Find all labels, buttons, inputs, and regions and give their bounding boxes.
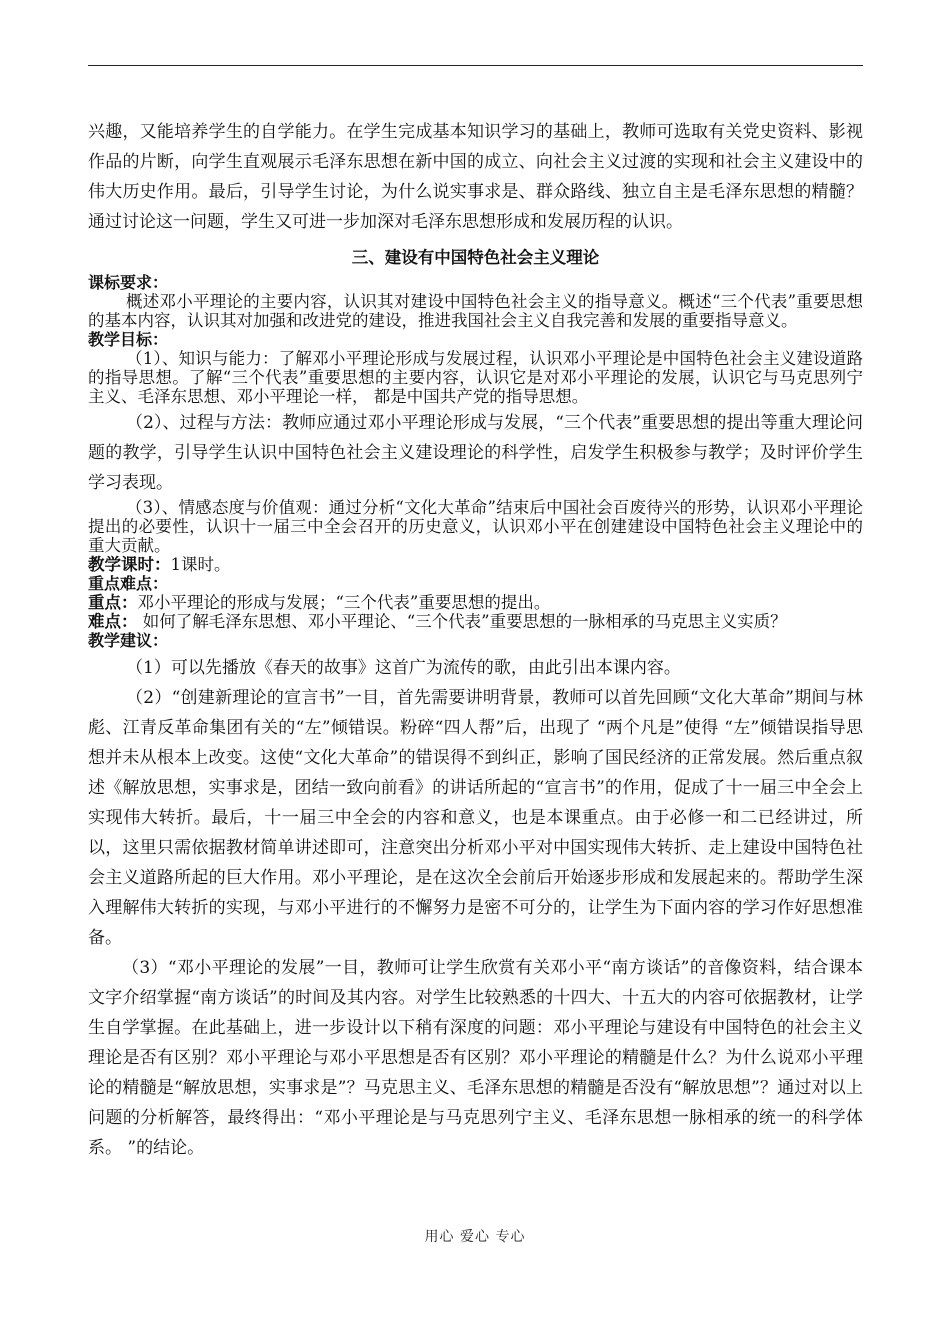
difficulty-label: 难点： xyxy=(88,612,138,631)
focus-label: 重点： xyxy=(88,593,138,612)
suggestion-item-2: （2）“创建新理论的宣言书”一目，首先需要讲明背景，教师可以首先回顾“文化大革命”期间与林彪、江青反革命集团有关的“左”倾错误。粉碎“四人帮”后，出现了 “两个凡是”使得 “左”倾错误指导思想并未从根本上改变。这使“文化大革命”的错误得不到纠正，影响了国民经济的正常发展。然后重点叙述《解放思想，实事求是，团结一致向前看》的讲话所起的“宣言书”的作用，促成了十一届三中全会上实现伟大转折。最后，十一届三中全会的内容和意义，也是本课重点。由于必修一和二已经讲过，所以，这里只需依据教材简单讲述即可，注意突出分析邓小平对中国实现伟大转折、走上建设中国特色社会主义道路所起的巨大作用。邓小平理论，是在这次全会前后开始逐步形成和发展起来的。帮助学生深入理解伟大转折的实现，与邓小平进行的不懈努力是密不可分的，让学生为下面内容的学习作好思想准备。 xyxy=(88,688,863,948)
focus-text: 邓小平理论的形成与发展；“三个代表”重要思想的提出。 xyxy=(137,593,551,612)
difficulty-text: 如何了解毛泽东思想、邓小平理论、“三个代表”重要思想的一脉相承的马克思主义实质？ xyxy=(137,612,787,631)
intro-paragraph: 兴趣，又能培养学生的自学能力。在学生完成基本知识学习的基础上，教师可选取有关党史资料、影视作品的片断，向学生直观展示毛泽东思想在新中国的成立、向社会主义过渡的实现和社会主义建设中的伟大历史作用。最后，引导学生讨论，为什么说实事求是、群众路线、独立自主是毛泽东思想的精髓？通过讨论这一问题，学生又可进一步加深对毛泽东思想形成和发展历程的认识。 xyxy=(88,122,863,232)
hours-text: 1课时。 xyxy=(170,555,231,574)
hours-label: 教学课时： xyxy=(88,555,171,574)
focus-line xyxy=(88,593,863,612)
section-title: 三、建设有中国特色社会主义理论 xyxy=(351,248,600,267)
curriculum-label: 课标要求： xyxy=(88,273,169,292)
objectives-label: 教学目标： xyxy=(88,330,169,349)
hours-line xyxy=(88,555,863,574)
key-points-label: 重点难点： xyxy=(88,574,169,593)
header-rule xyxy=(88,65,863,66)
suggestions-label: 教学建议： xyxy=(88,631,169,650)
suggestion-item-1: （1）可以先播放《春天的故事》这首广为流传的歌，由此引出本课内容。 xyxy=(126,658,681,678)
suggestion-item-3: （3）“邓小平理论的发展”一目，教师可让学生欣赏有关邓小平“南方谈话”的音像资料，结合课本文字介绍掌握“南方谈话”的时间及其内容。对学生比较熟悉的十四大、十五大的内容可依据教材，让学生自学掌握。在此基础上，进一步设计以下稍有深度的问题：邓小平理论与建设有中国特色的社会主义理论是否有区别？邓小平理论与邓小平思想是否有区别？邓小平理论的精髓是什么？为什么说邓小平理论的精髓是“解放思想，实事求是”？马克思主义、毛泽东思想的精髓是否没有“解放思想”？通过对以上问题的分析解答，最终得出：“邓小平理论是与马克思列宁主义、毛泽东思想一脉相承的统一的科学体系。 ”的结论。 xyxy=(88,958,863,1158)
objective-item-1: （1）、知识与能力：了解邓小平理论形成与发展过程，认识邓小平理论是中国特色社会主义建设道路的指导思想。了解“三个代表”重要思想的主要内容，认识它是对邓小平理论的发展，认识它与马克思列宁主义、毛泽东思想、邓小平理论一样， 都是中国共产党的指导思想。 xyxy=(88,349,863,406)
objective-item-3: （3）、情感态度与价值观：通过分析“文化大革命”结束后中国社会百废待兴的形势，认识邓小平理论提出的必要性，认识十一届三中全会召开的历史意义，认识邓小平在创建建设中国特色社会主义理论中的重大贡献。 xyxy=(88,498,863,555)
difficulty-line xyxy=(88,612,863,631)
curriculum-text: 概述邓小平理论的主要内容，认识其对建设中国特色社会主义的指导意义。概述“三个代表”重要思想的基本内容，认识其对加强和改进党的建设，推进我国社会主义自我完善和发展的重要指导意义。 xyxy=(88,292,863,330)
page-footer: 用心 爱心 专心 xyxy=(424,1229,526,1245)
objective-item-2: （2）、过程与方法：教师应通过邓小平理论形成与发展，“三个代表”重要思想的提出等重大理论问题的教学，引导学生认识中国特色社会主义建设理论的科学性，启发学生积极参与教学；及时评价学生学习表现。 xyxy=(88,413,863,493)
document-page xyxy=(88,117,863,1163)
